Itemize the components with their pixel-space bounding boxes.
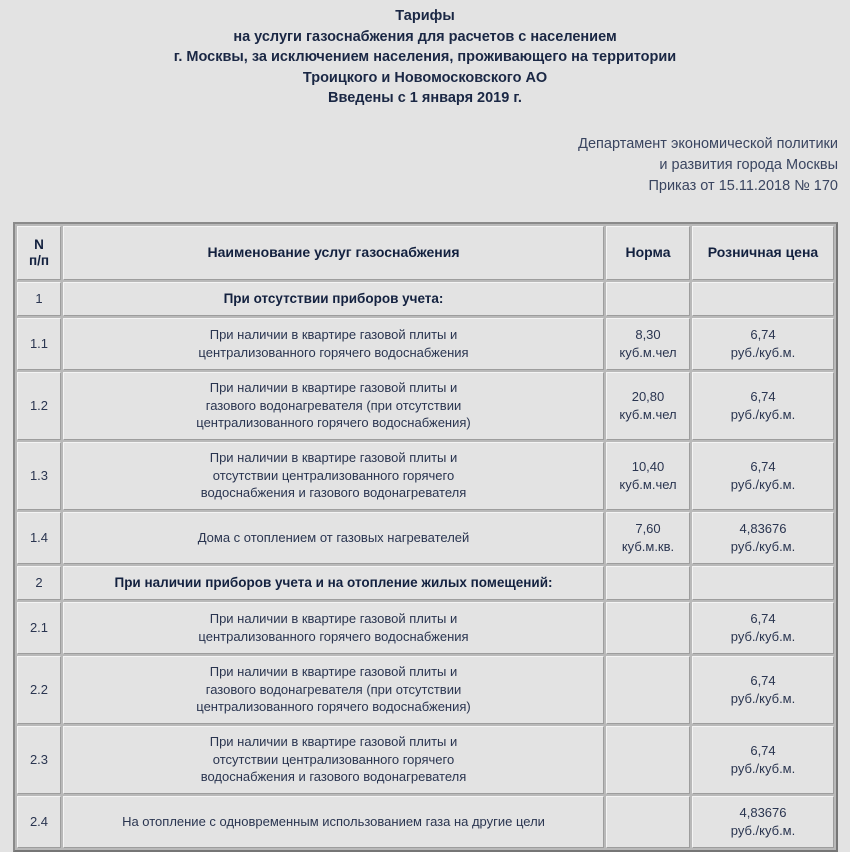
norm-unit: куб.м.кв. bbox=[621, 538, 675, 554]
tariff-table-body bbox=[17, 226, 834, 848]
row-price bbox=[692, 372, 834, 440]
row-description: При наличии приборов учета и на отопление жилых помещений: bbox=[63, 566, 604, 600]
price-value: 6,74 bbox=[750, 743, 776, 758]
title-line-5: Введены с 1 января 2019 г. bbox=[328, 90, 522, 106]
description-line: газового водонагревателя (при отсутствии bbox=[205, 681, 462, 697]
price-unit: руб./куб.м. bbox=[730, 822, 796, 838]
table-row bbox=[17, 726, 834, 794]
department-line-1: Департамент экономической политики bbox=[578, 135, 838, 152]
page-title bbox=[0, 0, 850, 109]
description-line: водоснабжения и газового водонагревателя bbox=[200, 485, 467, 501]
price-value: 4,83676 bbox=[739, 805, 787, 820]
norm-value: 10,40 bbox=[631, 459, 665, 474]
row-number: 2.2 bbox=[17, 656, 61, 724]
title-line-1: Тарифы bbox=[395, 8, 455, 24]
norm-unit: куб.м.чел bbox=[619, 476, 677, 492]
header-number-line2: п/п bbox=[28, 252, 50, 268]
price-unit: руб./куб.м. bbox=[730, 760, 796, 776]
table-row bbox=[17, 442, 834, 510]
row-price bbox=[692, 512, 834, 564]
header-cell-description: Наименование услуг газоснабжения bbox=[63, 226, 604, 280]
row-number: 1.3 bbox=[17, 442, 61, 510]
table-row bbox=[17, 282, 834, 316]
price-value: 4,83676 bbox=[739, 521, 787, 536]
price-unit: руб./куб.м. bbox=[730, 690, 796, 706]
description-line: централизованного горячего водоснабжения bbox=[198, 344, 469, 360]
row-number: 1.2 bbox=[17, 372, 61, 440]
row-price bbox=[692, 442, 834, 510]
row-price bbox=[692, 566, 834, 600]
description-line: отсутствии централизованного горячего bbox=[212, 467, 455, 483]
order-reference: Приказ от 15.11.2018 № 170 bbox=[648, 177, 838, 194]
row-description bbox=[63, 726, 604, 794]
header-cell-number bbox=[17, 226, 61, 280]
norm-unit: куб.м.чел bbox=[619, 344, 677, 360]
table-row bbox=[17, 372, 834, 440]
table-header-row bbox=[17, 226, 834, 280]
row-price bbox=[692, 796, 834, 848]
tariff-table bbox=[15, 224, 836, 850]
norm-unit: куб.м.чел bbox=[619, 406, 677, 422]
title-line-2: на услуги газоснабжения для расчетов с населением bbox=[233, 28, 617, 45]
row-description bbox=[63, 656, 604, 724]
row-norm bbox=[606, 566, 690, 600]
price-unit: руб./куб.м. bbox=[730, 538, 796, 554]
row-number: 1.4 bbox=[17, 512, 61, 564]
header-cell-norm: Норма bbox=[606, 226, 690, 280]
description-line: При наличии в квартире газовой плиты и bbox=[209, 611, 458, 626]
header-cell-price: Розничная цена bbox=[692, 226, 834, 280]
title-line-4: Троицкого и Новомосковского АО bbox=[302, 69, 548, 86]
price-unit: руб./куб.м. bbox=[730, 476, 796, 492]
department-line-2: и развития города Москвы bbox=[659, 156, 838, 173]
description-line: При наличии в квартире газовой плиты и bbox=[209, 450, 458, 466]
row-norm bbox=[606, 282, 690, 316]
row-norm bbox=[606, 796, 690, 848]
row-price bbox=[692, 282, 834, 316]
issuing-authority bbox=[0, 134, 850, 197]
price-unit: руб./куб.м. bbox=[730, 344, 796, 360]
description-line: централизованного горячего водоснабжения) bbox=[196, 415, 471, 431]
description-line: газового водонагревателя (при отсутствии bbox=[205, 397, 462, 413]
row-description bbox=[63, 442, 604, 510]
row-description: При отсутствии приборов учета: bbox=[63, 282, 604, 316]
price-value: 6,74 bbox=[750, 459, 776, 474]
row-norm bbox=[606, 656, 690, 724]
description-line: При наличии в квартире газовой плиты и bbox=[209, 734, 458, 750]
description-line: централизованного горячего водоснабжения bbox=[198, 628, 469, 644]
table-row bbox=[17, 512, 834, 564]
norm-value: 8,30 bbox=[635, 327, 661, 342]
row-description: Дома с отоплением от газовых нагревателей bbox=[63, 512, 604, 564]
row-number: 2 bbox=[17, 566, 61, 600]
row-description bbox=[63, 318, 604, 370]
description-line: отсутствии централизованного горячего bbox=[212, 751, 455, 767]
row-price bbox=[692, 656, 834, 724]
price-value: 6,74 bbox=[750, 611, 776, 626]
row-number: 2.4 bbox=[17, 796, 61, 848]
row-number: 2.3 bbox=[17, 726, 61, 794]
title-line-3: г. Москвы, за исключением населения, проживающего на территории bbox=[173, 49, 677, 65]
price-unit: руб./куб.м. bbox=[730, 628, 796, 644]
table-row bbox=[17, 796, 834, 848]
description-line: водоснабжения и газового водонагревателя bbox=[200, 769, 467, 785]
row-number: 2.1 bbox=[17, 602, 61, 654]
norm-value: 7,60 bbox=[635, 521, 661, 536]
price-value: 6,74 bbox=[750, 327, 776, 342]
norm-value: 20,80 bbox=[631, 389, 665, 404]
tariff-table-container bbox=[13, 222, 838, 852]
row-norm bbox=[606, 442, 690, 510]
table-row bbox=[17, 566, 834, 600]
row-description: На отопление с одновременным использованием газа на другие цели bbox=[63, 796, 604, 848]
row-number: 1 bbox=[17, 282, 61, 316]
table-row bbox=[17, 656, 834, 724]
table-row bbox=[17, 602, 834, 654]
price-value: 6,74 bbox=[750, 673, 776, 688]
price-value: 6,74 bbox=[750, 389, 776, 404]
header-number-line1: N bbox=[34, 236, 44, 252]
row-number: 1.1 bbox=[17, 318, 61, 370]
description-line: централизованного горячего водоснабжения) bbox=[196, 699, 471, 715]
description-line: При наличии в квартире газовой плиты и bbox=[209, 380, 458, 396]
price-unit: руб./куб.м. bbox=[730, 406, 796, 422]
row-norm bbox=[606, 726, 690, 794]
row-norm bbox=[606, 512, 690, 564]
row-price bbox=[692, 602, 834, 654]
row-norm bbox=[606, 318, 690, 370]
table-row bbox=[17, 318, 834, 370]
row-price bbox=[692, 726, 834, 794]
row-norm bbox=[606, 372, 690, 440]
row-description bbox=[63, 602, 604, 654]
description-line: При наличии в квартире газовой плиты и bbox=[209, 664, 458, 680]
row-norm bbox=[606, 602, 690, 654]
row-price bbox=[692, 318, 834, 370]
description-line: При наличии в квартире газовой плиты и bbox=[209, 327, 458, 342]
row-description bbox=[63, 372, 604, 440]
